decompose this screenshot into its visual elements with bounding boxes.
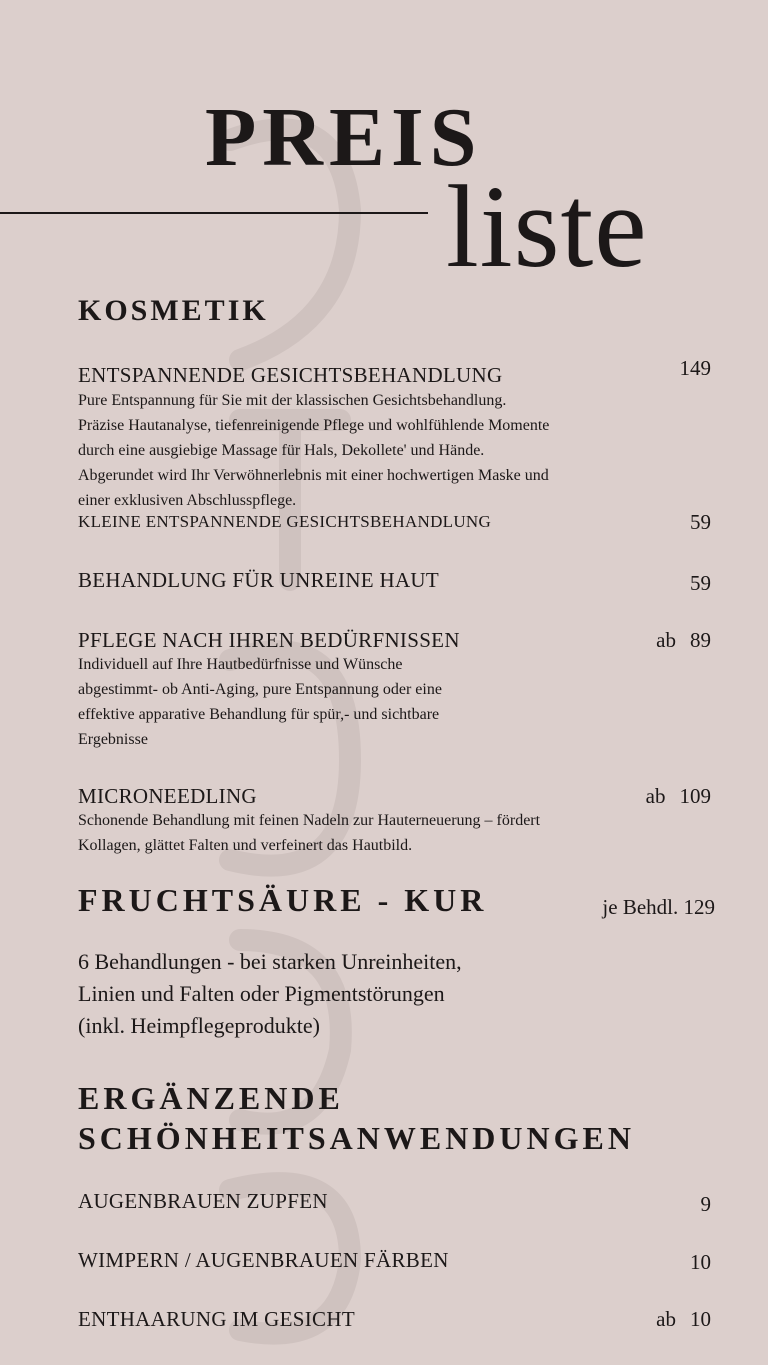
item-price: 9 [700, 1192, 711, 1216]
description-line: 6 Behandlungen - bei starken Unreinheiten, [78, 949, 462, 974]
description-line: Abgerundet wird Ihr Verwöhnerlebnis mit einer hochwertigen Maske und [78, 467, 549, 484]
price-prefix: ab [656, 1307, 676, 1331]
description-line: Linien und Falten oder Pigmentstörungen [78, 981, 445, 1006]
item-price: 10 [690, 1250, 711, 1274]
price-prefix: ab [645, 784, 666, 808]
price-prefix: ab [656, 628, 676, 652]
item-title: BEHANDLUNG FÜR UNREINE HAUT [78, 568, 439, 592]
item-title: ENTSPANNENDE GESICHTSBEHANDLUNG [78, 363, 503, 387]
item-title: AUGENBRAUEN ZUPFEN [78, 1189, 328, 1213]
item-price: 10 [690, 1307, 711, 1331]
item-title: MICRONEEDLING [78, 784, 257, 808]
description-line: einer exklusiven Abschlusspflege. [78, 492, 297, 509]
description-line: Präzise Hautanalyse, tiefenreinigende Pflege und wohlfühlende Momente [78, 417, 550, 434]
section-heading-ergaenzende: ERGÄNZENDE [78, 1080, 344, 1116]
description-line: Individuell auf Ihre Hautbedürfnisse und Wünsche [78, 656, 403, 673]
section-heading-fruchtsaeure: FRUCHTSÄURE - KUR [78, 882, 488, 918]
title-preis: PREIS [205, 91, 483, 184]
fruchtsaeure-price: je Behdl. 129 [602, 895, 715, 919]
item-title: PFLEGE NACH IHREN BEDÜRFNISSEN [78, 628, 460, 652]
item-price: 149 [679, 356, 711, 380]
item-price: 59 [690, 510, 711, 534]
item-title: WIMPERN / AUGENBRAUEN FÄRBEN [78, 1248, 449, 1272]
description-line: abgestimmt- ob Anti-Aging, pure Entspannung oder eine [78, 681, 442, 698]
item-description [78, 652, 442, 752]
section-heading-kosmetik: KOSMETIK [78, 294, 269, 327]
item-price-group [656, 1309, 711, 1330]
title-divider [0, 212, 428, 214]
description-line: durch eine ausgiebige Massage für Hals, Dekollete' und Hände. [78, 442, 485, 459]
item-price: 59 [690, 571, 711, 595]
item-description [78, 808, 540, 858]
description-line: Schonende Behandlung mit feinen Nadeln zur Hauterneuerung – fördert [78, 812, 541, 829]
fruchtsaeure-description [78, 946, 462, 1042]
item-title: KLEINE ENTSPANNENDE GESICHTSBEHANDLUNG [78, 512, 492, 531]
description-line: (inkl. Heimpflegeprodukte) [78, 1013, 320, 1038]
title-liste: liste [446, 161, 648, 292]
item-price: 89 [690, 628, 711, 652]
item-price-group [646, 786, 711, 807]
description-line: Pure Entspannung für Sie mit der klassischen Gesichtsbehandlung. [78, 392, 507, 409]
section-heading-schoenheitsanwendungen: SCHÖNHEITSANWENDUNGEN [78, 1120, 635, 1156]
item-title: ENTHAARUNG IM GESICHT [78, 1307, 355, 1331]
description-line: effektive apparative Behandlung für spür,- und sichtbare [78, 706, 440, 723]
item-price: 109 [679, 784, 711, 808]
item-description [78, 388, 549, 513]
description-line: Kollagen, glättet Falten und verfeinert das Hautbild. [78, 837, 413, 854]
description-line: Ergebnisse [78, 731, 148, 748]
item-price-group [656, 630, 711, 651]
